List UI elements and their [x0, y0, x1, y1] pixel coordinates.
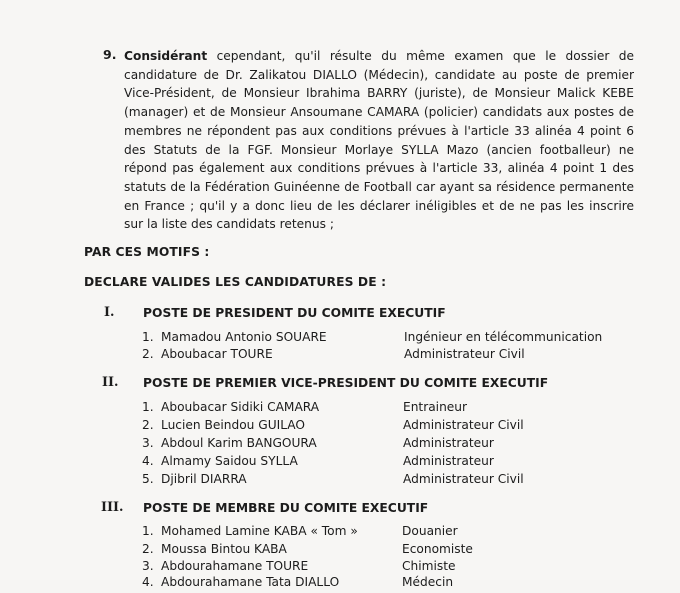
candidate-row: [142, 472, 662, 490]
candidate-profession: Administrateur Civil: [404, 347, 525, 361]
candidate-name: Abdourahamane TOURE: [161, 559, 309, 573]
candidate-name: Abdourahamane Tata DIALLO: [161, 575, 340, 589]
motifs-heading: PAR CES MOTIFS :: [84, 245, 210, 259]
candidate-profession: Chimiste: [402, 559, 456, 573]
candidate-index: 3.: [142, 559, 154, 573]
candidate-name: Abdoul Karim BANGOURA: [161, 436, 317, 450]
section-1-numeral: I.: [104, 305, 115, 320]
candidate-index: 4.: [142, 454, 154, 468]
section-2-title: POSTE DE PREMIER VICE-PRESIDENT DU COMITE EXECUTIF: [143, 376, 549, 390]
candidate-row: [142, 400, 662, 418]
candidate-name: Almamy Saidou SYLLA: [161, 454, 298, 468]
candidate-index: 3.: [142, 436, 154, 450]
candidate-profession: Administrateur: [403, 454, 494, 468]
candidate-index: 1.: [142, 400, 154, 414]
candidate-profession: Economiste: [402, 542, 473, 556]
candidate-profession: Administrateur: [403, 436, 494, 450]
section-3-numeral: III.: [101, 500, 124, 515]
candidate-index: 1.: [142, 330, 154, 344]
candidate-name: Aboubacar Sidiki CAMARA: [161, 400, 320, 414]
candidate-name: Mamadou Antonio SOUARE: [161, 330, 327, 344]
candidate-name: Mohamed Lamine KABA « Tom »: [161, 524, 358, 538]
candidate-row: [142, 575, 662, 593]
candidate-name: Lucien Beindou GUILAO: [161, 418, 305, 432]
candidate-row: [142, 524, 662, 542]
candidate-index: 1.: [142, 524, 154, 538]
considerant-paragraph: [124, 47, 634, 234]
section-2-numeral: II.: [102, 375, 119, 390]
candidate-name: Djibril DIARRA: [161, 472, 247, 486]
paragraph-text: cependant, qu'il résulte du même examen que le dossier de candidature de Dr. Zalikatou DIALLO (Médecin), candidate au poste de premier Vice-Président, de Monsieur Ibrahima BARRY (juriste), de Monsieur Malick KEBE (manager) et de Monsieur Ansoumane CAMARA (policier) candidats aux postes de membres ne répondent pas aux conditions prévues à l'article 33 alinéa 4 point 6 des Statuts de la FGF. Monsieur Morlaye SYLLA Mazo (ancien footballeur) ne répond pas également aux conditions prévues à l'article 33, alinéa 4 point 1 des statuts de la Fédération Guinéenne de Football car ayant sa résidence permanente en France ; qu'il y a donc lieu de les déclarer inéligibles et de ne pas les inscrire sur la liste des candidats retenus ;: [124, 49, 635, 232]
candidate-row: [142, 436, 662, 454]
candidate-row: [142, 454, 662, 472]
candidate-index: 2.: [142, 418, 154, 432]
candidate-profession: Administrateur Civil: [403, 418, 524, 432]
candidate-index: 5.: [142, 472, 154, 486]
candidate-index: 2.: [142, 347, 154, 361]
declare-heading: DECLARE VALIDES LES CANDIDATURES DE :: [84, 275, 387, 289]
section-3-title: POSTE DE MEMBRE DU COMITE EXECUTIF: [143, 501, 429, 515]
candidate-name: Aboubacar TOURE: [161, 347, 273, 361]
candidate-profession: Médecin: [402, 575, 454, 589]
candidate-index: 2.: [142, 542, 154, 556]
candidate-profession: Ingénieur en télécommunication: [404, 330, 603, 344]
candidate-profession: Administrateur Civil: [403, 472, 524, 486]
candidate-row: [142, 542, 662, 560]
candidate-row: [142, 418, 662, 436]
candidate-index: 4.: [142, 575, 154, 589]
paragraph-lead: Considérant: [124, 49, 208, 63]
candidate-name: Moussa Bintou KABA: [161, 542, 287, 556]
candidate-profession: Douanier: [402, 524, 458, 538]
candidate-profession: Entraineur: [403, 400, 468, 414]
candidate-row: [142, 330, 662, 348]
paragraph-number: 9.: [103, 47, 117, 62]
candidate-row: [142, 347, 662, 365]
section-1-title: POSTE DE PRESIDENT DU COMITE EXECUTIF: [143, 306, 446, 320]
